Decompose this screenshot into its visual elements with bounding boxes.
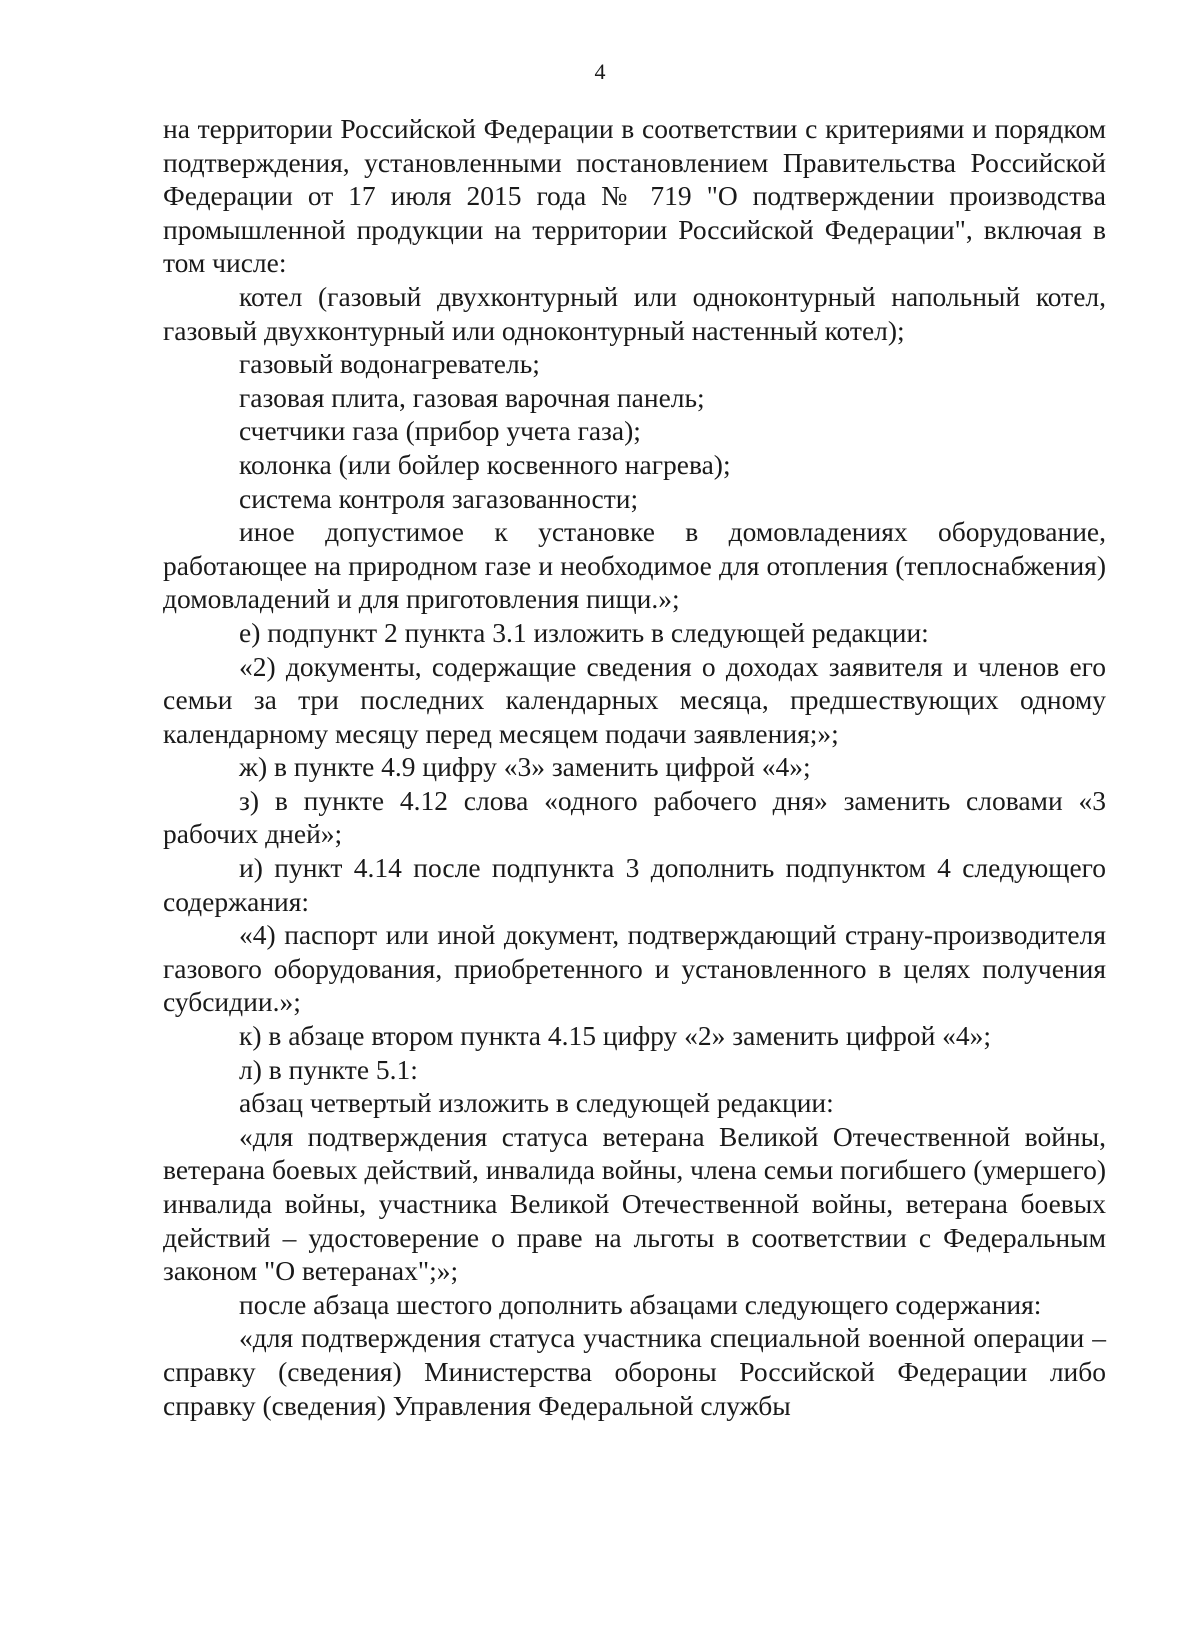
paragraph: «4) паспорт или иной документ, подтверждающий страну-производителя газового оборудования, приобретенного и установленного в целях получения субсидии.»; — [163, 919, 1106, 1018]
paragraph: газовый водонагреватель; — [239, 348, 540, 380]
paragraph: «для подтверждения статуса участника специальной военной операции – справку (сведения) Министерства обороны Российской Федерации либо справку (сведения) Управления Федеральной службы — [163, 1322, 1106, 1421]
paragraph: абзац четвертый изложить в следующей редакции: — [239, 1087, 834, 1119]
paragraph: на территории Российской Федерации в соответствии с критериями и порядком подтверждения, установленными постановлением Правительства Российской Федерации от 17 июля 2015 года № 719 "О подтверждении производства промышленной продукции на территории Российской Федерации", включая в том числе: — [163, 113, 1106, 279]
paragraph: «для подтверждения статуса ветерана Великой Отечественной войны, ветерана боевых действий, инвалида войны, члена семьи погибшего (умершего) инвалида войны, участника Великой Отечественной войны, ветерана боевых действий – удостоверение о праве на льготы в соответствии с Федеральным законом "О ветеранах";»; — [163, 1120, 1106, 1287]
document-body — [163, 112, 1106, 1422]
paragraph: колонка (или бойлер косвенного нагрева); — [239, 448, 731, 480]
page-number: 4 — [594, 59, 606, 84]
paragraph: после абзаца шестого дополнить абзацами следующего содержания: — [239, 1288, 1042, 1320]
paragraph: л) в пункте 5.1: — [239, 1053, 418, 1085]
paragraph: система контроля загазованности; — [239, 482, 639, 514]
paragraph: котел (газовый двухконтурный или одноконтурный напольный котел, газовый двухконтурный или одноконтурный настенный котел); — [163, 280, 1106, 346]
paragraph: иное допустимое к установке в домовладениях оборудование, работающее на природном газе и необходимое для отопления (теплоснабжения) домовладений и для приготовления пищи.»; — [163, 516, 1106, 615]
paragraph: е) подпункт 2 пункта 3.1 изложить в следующей редакции: — [239, 616, 929, 648]
paragraph: газовая плита, газовая варочная панель; — [239, 381, 705, 413]
paragraph: к) в абзаце втором пункта 4.15 цифру «2» заменить цифрой «4»; — [239, 1020, 992, 1052]
paragraph: «2) документы, содержащие сведения о доходах заявителя и членов его семьи за три последних календарных месяца, предшествующих одному календарному месяцу перед месяцем подачи заявления;»; — [163, 650, 1106, 749]
paragraph: з) в пункте 4.12 слова «одного рабочего дня» заменить словами «3 рабочих дней»; — [163, 784, 1106, 850]
paragraph: ж) в пункте 4.9 цифру «3» заменить цифрой «4»; — [239, 751, 811, 783]
paragraph: счетчики газа (прибор учета газа); — [239, 415, 641, 447]
paragraph: и) пункт 4.14 после подпункта 3 дополнить подпунктом 4 следующего содержания: — [163, 852, 1106, 917]
